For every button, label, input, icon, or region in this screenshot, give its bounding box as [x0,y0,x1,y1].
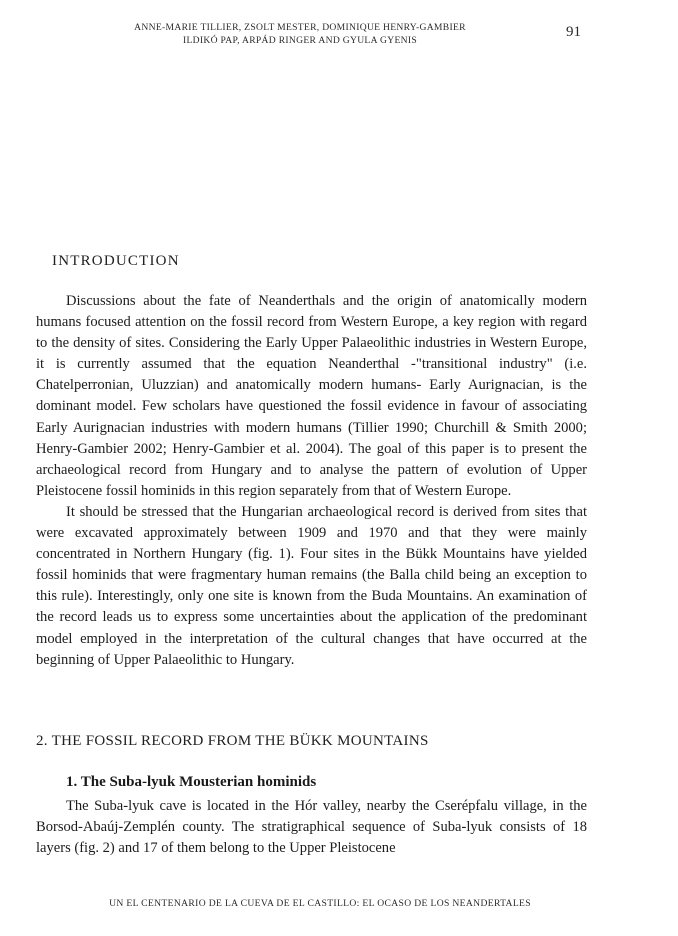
authors-line-2: ILDIKÓ PAP, ARPÁD RINGER AND GYULA GYENIS [183,34,417,46]
running-header-authors [100,22,500,47]
running-footer: UN EL CENTENARIO DE LA CUEVA DE EL CASTILLO: EL OCASO DE LOS NEANDERTALES [109,898,531,909]
authors-line-1: ANNE-MARIE TILLIER, ZSOLT MESTER, DOMINIQUE HENRY-GAMBIER [134,22,466,33]
introduction-heading: INTRODUCTION [52,253,180,269]
page-number: 91 [566,24,581,40]
subsection-1-heading: 1. The Suba-lyuk Mousterian hominids [66,774,317,790]
section-2-heading: 2. THE FOSSIL RECORD FROM THE BÜKK MOUNTAINS [36,733,429,749]
introduction-paragraph-1: Discussions about the fate of Neanderthals and the origin of anatomically modern humans focused attention on the fossil record from Western Europe, a key region with regard to the density of sites. Considering the Early Upper Palaeolithic industries in Western Europe, it is currently assumed that the equation Neanderthal -"transitional industry" (i.e. Chatelperronian, Uluzzian) and anatomically modern humans- Early Aurignacian, is the dominant model. Few scholars have questioned the fossil evidence in favour of associating Early Aurignacian industries with modern humans (Tillier 1990; Churchill & Smith 2000; Henry-Gambier 2002; Henry-Gambier et al. 2004). The goal of this paper is to present the archaeological record from Hungary and to analyse the pattern of evolution of Upper Pleistocene fossil hominids in this region separately from that of Western Europe. [36,293,587,499]
introduction-paragraph-2: It should be stressed that the Hungarian archaeological record is derived from sites that were excavated approximately between 1909 and 1970 and that they were mainly concentrated in Northern Hungary (fig. 1). Four sites in the Bükk Mountains have yielded fossil hominids that were fragmentary human remains (the Balla child being an exception to this rule). Interestingly, only one site is known from the Buda Mountains. An examination of the record leads us to express some uncertainties about the application of the predominant model employed in the interpretation of the cultural changes that have occurred at the beginning of Upper Palaeolithic to Hungary. [36,503,587,668]
introduction-body [36,291,587,671]
section-2-body [36,796,587,859]
section-2-paragraph-1: The Suba-lyuk cave is located in the Hór valley, nearby the Cserépfalu village, in the Borsod-Abaúj-Zemplén county. The stratigraphical sequence of Suba-lyuk consists of 18 layers (fig. 2) and 17 of them belong to the Upper Pleistocene [36,798,587,857]
